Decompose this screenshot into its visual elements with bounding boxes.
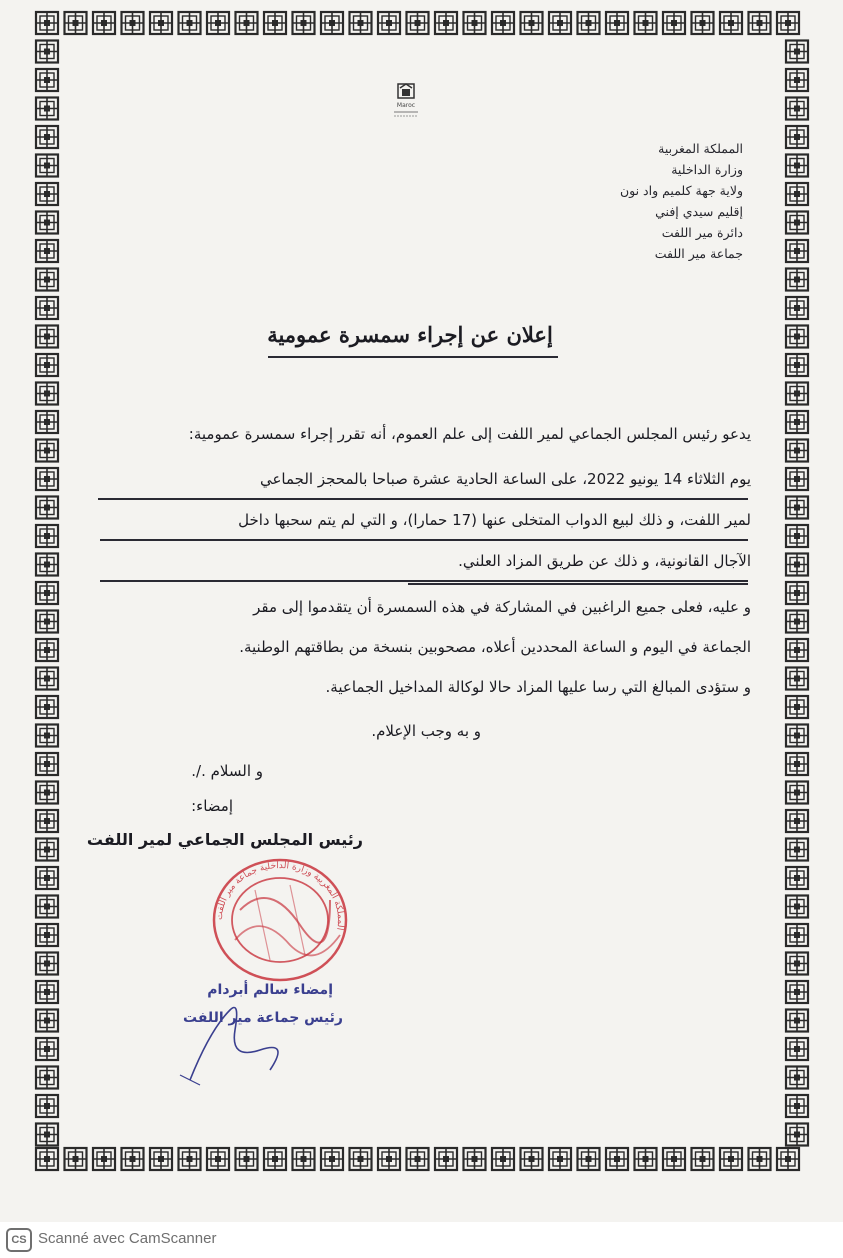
- camscanner-caption: Scanné avec CamScanner: [38, 1230, 217, 1247]
- border-tile: [786, 867, 808, 889]
- border-tile: [36, 782, 58, 804]
- border-tile: [435, 12, 457, 34]
- border-tile: [786, 183, 808, 205]
- border-tile: [36, 1148, 58, 1170]
- border-tile: [293, 12, 315, 34]
- border-tile: [786, 126, 808, 148]
- border-tile: [36, 354, 58, 376]
- border-tile: [786, 468, 808, 490]
- header-line: دائرة مير اللفت: [661, 225, 743, 240]
- border-tile: [350, 12, 372, 34]
- border-tile: [786, 896, 808, 918]
- border-tile: [36, 924, 58, 946]
- border-tile: [293, 1148, 315, 1170]
- border-tile: [786, 1067, 808, 1089]
- border-tile: [549, 1148, 571, 1170]
- border-tile: [786, 269, 808, 291]
- border-tile: [549, 12, 571, 34]
- border-tile: [786, 41, 808, 63]
- border-tile: [36, 411, 58, 433]
- emphasis-underline-2: [100, 539, 748, 541]
- stamp-text: المملكة المغربية وزارة الداخلية جماعة مير اللفت: [214, 860, 346, 931]
- border-tile: [492, 1148, 514, 1170]
- body-line: يدعو رئيس المجلس الجماعي لمير اللفت إلى علم العموم، أنه تقرر إجراء سمسرة عمومية:: [188, 425, 751, 443]
- camscanner-logo-icon: CS: [6, 1228, 32, 1252]
- border-tile: [36, 839, 58, 861]
- border-tile: [36, 696, 58, 718]
- border-tile: [786, 1010, 808, 1032]
- border-tile: [786, 696, 808, 718]
- border-tile: [786, 782, 808, 804]
- border-tile: [36, 326, 58, 348]
- border-tile: [36, 953, 58, 975]
- header-line: المملكة المغربية: [658, 141, 743, 156]
- border-tile: [264, 1148, 286, 1170]
- border-tile: [150, 1148, 172, 1170]
- border-tile: [36, 896, 58, 918]
- border-tile: [36, 1067, 58, 1089]
- border-tile: [777, 1148, 799, 1170]
- border-tile: [692, 12, 714, 34]
- border-tile: [36, 440, 58, 462]
- border-tile: [720, 12, 742, 34]
- border-tile: [65, 12, 87, 34]
- border-tile: [36, 69, 58, 91]
- border-tile: [36, 525, 58, 547]
- border-tile: [321, 12, 343, 34]
- border-tile: [93, 12, 115, 34]
- border-tile: [786, 155, 808, 177]
- border-tile: [179, 12, 201, 34]
- border-tile: [578, 12, 600, 34]
- border-tile: [786, 98, 808, 120]
- administrative-header: [523, 138, 743, 264]
- border-tile: [786, 411, 808, 433]
- border-tile: [179, 1148, 201, 1170]
- border-tile: [36, 582, 58, 604]
- border-tile: [407, 12, 429, 34]
- border-tile: [36, 1124, 58, 1146]
- border-tile: [36, 155, 58, 177]
- border-tile: [786, 297, 808, 319]
- border-tile: [36, 639, 58, 661]
- border-tile: [786, 440, 808, 462]
- svg-text:المملكة المغربية وزارة الداخلي: [215, 861, 345, 931]
- border-tile: [464, 1148, 486, 1170]
- border-tile: [786, 525, 808, 547]
- border-tile: [786, 497, 808, 519]
- border-tile: [36, 753, 58, 775]
- border-tile: [786, 810, 808, 832]
- border-tile: [578, 1148, 600, 1170]
- border-tile: [521, 12, 543, 34]
- border-tile: [786, 1095, 808, 1117]
- border-tile: [786, 582, 808, 604]
- border-tile: [36, 981, 58, 1003]
- border-tile: [36, 297, 58, 319]
- border-tile: [749, 12, 771, 34]
- border-tile: [777, 12, 799, 34]
- body-line: و ستؤدى المبالغ التي رسا عليها المزاد حالا لوكالة المداخيل الجماعية.: [325, 678, 751, 696]
- kingdom-crest-icon: [386, 80, 426, 126]
- border-tile: [521, 1148, 543, 1170]
- border-tile: [36, 183, 58, 205]
- border-tile: [786, 383, 808, 405]
- border-tile: [36, 725, 58, 747]
- border-tile: [350, 1148, 372, 1170]
- handwritten-signature: [170, 990, 370, 1090]
- header-line: وزارة الداخلية: [671, 162, 743, 177]
- border-tile: [378, 12, 400, 34]
- signatory-name: إمضاء سالم أبردام: [207, 982, 333, 998]
- header-line: جماعة مير اللفت: [654, 246, 743, 261]
- header-line: ولاية جهة كلميم واد نون: [619, 183, 743, 198]
- border-tile: [692, 1148, 714, 1170]
- border-tile: [122, 12, 144, 34]
- border-tile: [36, 41, 58, 63]
- border-tile: [786, 354, 808, 376]
- border-tile: [36, 269, 58, 291]
- signature-label: إمضاء:: [191, 797, 233, 815]
- crest-caption: Maroc: [396, 102, 416, 109]
- emphasis-underline-1: [98, 498, 748, 500]
- border-tile: [36, 867, 58, 889]
- border-tile: [663, 1148, 685, 1170]
- border-tile: [65, 1148, 87, 1170]
- scanner-footer: [0, 1222, 843, 1258]
- border-tile: [635, 12, 657, 34]
- border-tile: [36, 1038, 58, 1060]
- border-tile: [749, 1148, 771, 1170]
- border-tile: [36, 554, 58, 576]
- border-tile: [36, 98, 58, 120]
- body-line: الجماعة في اليوم و الساعة المحددين أعلاه، مصحوبين بنسخة من بطاقتهم الوطنية.: [239, 638, 751, 656]
- border-tile: [786, 639, 808, 661]
- signatory-title: رئيس المجلس الجماعي لمير اللفت: [86, 830, 363, 849]
- body-line: لمير اللفت، و ذلك لبيع الدواب المتخلى عنها (17 حمارا)، و التي لم يتم سحبها داخل: [238, 511, 751, 529]
- border-tile: [786, 924, 808, 946]
- emphasis-underline-3: [100, 580, 748, 582]
- border-tile: [36, 212, 58, 234]
- border-tile: [786, 981, 808, 1003]
- border-tile: [36, 126, 58, 148]
- border-tile: [492, 12, 514, 34]
- body-line: يوم الثلاثاء 14 يونيو 2022، على الساعة الحادية عشرة صباحا بالمحجز الجماعي: [259, 470, 751, 488]
- border-tile: [435, 1148, 457, 1170]
- border-tile: [36, 1095, 58, 1117]
- body-line: و به وجب الإعلام.: [371, 722, 481, 740]
- title-underline: [268, 356, 558, 358]
- border-tile: [378, 1148, 400, 1170]
- border-tile: [786, 326, 808, 348]
- border-tile: [786, 69, 808, 91]
- header-line: إقليم سيدي إفني: [655, 204, 743, 219]
- border-tile: [786, 1124, 808, 1146]
- border-tile: [150, 12, 172, 34]
- border-tile: [720, 1148, 742, 1170]
- emphasis-underline-4: [408, 583, 748, 585]
- salutation: و السلام ./.: [191, 762, 263, 780]
- border-tile: [786, 212, 808, 234]
- border-tile: [36, 240, 58, 262]
- border-tile: [786, 554, 808, 576]
- border-tile: [321, 1148, 343, 1170]
- border-tile: [36, 810, 58, 832]
- border-tile: [635, 1148, 657, 1170]
- body-line: الآجال القانونية، و ذلك عن طريق المزاد العلني.: [458, 552, 751, 570]
- signatory-role: رئيس جماعة مير اللفت: [183, 1010, 343, 1026]
- border-tile: [36, 668, 58, 690]
- border-tile: [786, 953, 808, 975]
- border-tile: [606, 1148, 628, 1170]
- border-tile: [122, 1148, 144, 1170]
- border-tile: [36, 383, 58, 405]
- body-line: و عليه، فعلى جميع الراغبين في المشاركة في هذه السمسرة أن يتقدموا إلى مقر: [253, 598, 751, 616]
- border-tile: [606, 12, 628, 34]
- border-tile: [207, 1148, 229, 1170]
- border-tile: [36, 468, 58, 490]
- border-tile: [786, 753, 808, 775]
- border-tile: [786, 1038, 808, 1060]
- announcement-title: إعلان عن إجراء سمسرة عمومية: [267, 322, 553, 347]
- border-tile: [264, 12, 286, 34]
- border-tile: [93, 1148, 115, 1170]
- border-tile: [236, 12, 258, 34]
- border-tile: [36, 611, 58, 633]
- border-tile: [786, 668, 808, 690]
- border-tile: [36, 1010, 58, 1032]
- border-tile: [786, 240, 808, 262]
- border-tile: [36, 12, 58, 34]
- border-tile: [786, 839, 808, 861]
- border-tile: [207, 12, 229, 34]
- border-tile: [663, 12, 685, 34]
- official-stamp: [200, 850, 360, 990]
- border-tile: [36, 497, 58, 519]
- border-tile: [407, 1148, 429, 1170]
- border-tile: [236, 1148, 258, 1170]
- border-tile: [786, 611, 808, 633]
- border-tile: [464, 12, 486, 34]
- border-tile: [786, 725, 808, 747]
